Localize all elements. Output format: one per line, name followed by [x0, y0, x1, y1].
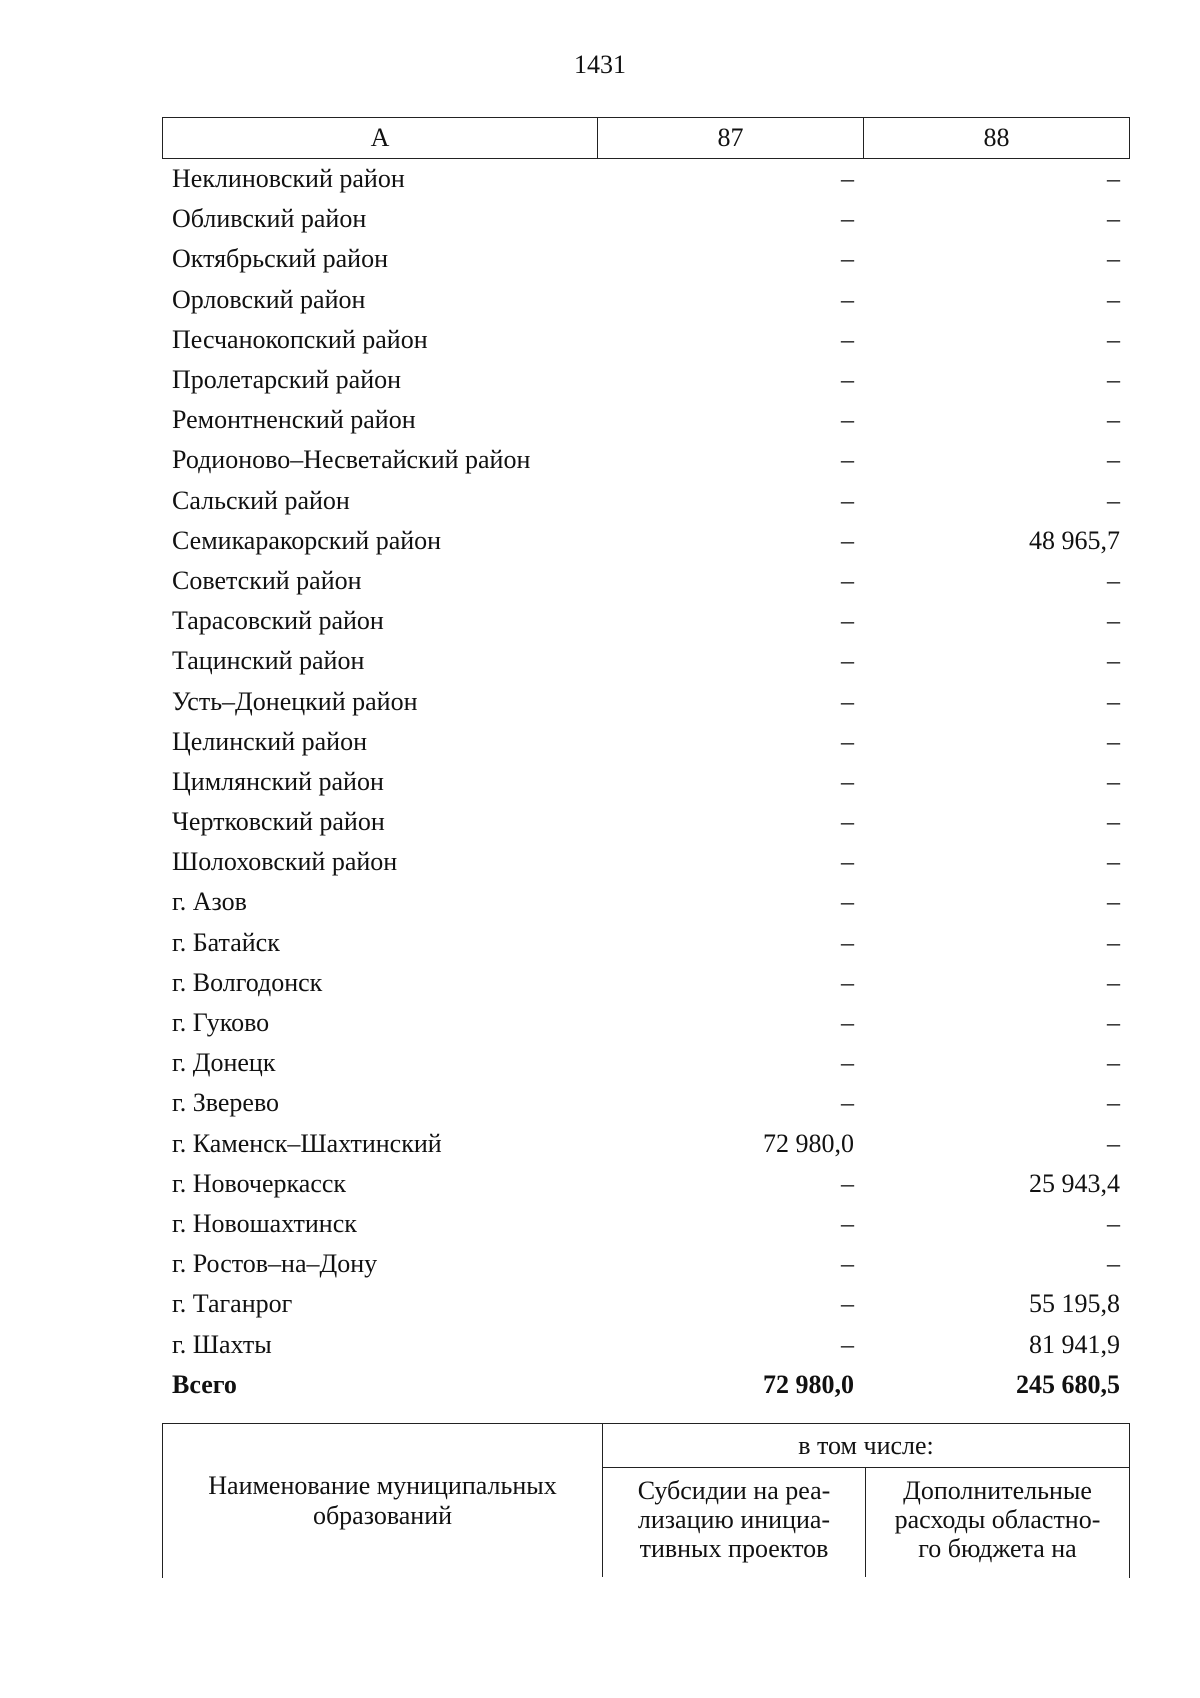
- municipality-name: г. Таганрог: [172, 1289, 293, 1319]
- value-col-88: –: [1107, 606, 1120, 636]
- table-row: [162, 1204, 1130, 1244]
- table-row: [162, 1083, 1130, 1123]
- value-col-88: –: [1107, 967, 1120, 997]
- municipality-name-header-line: Наименование муниципальных: [208, 1470, 557, 1500]
- value-col-88: –: [1107, 485, 1120, 515]
- value-col-88: –: [1107, 1128, 1120, 1158]
- value-col-88: –: [1107, 565, 1120, 595]
- value-col-87: –: [841, 1329, 854, 1359]
- value-col-88: –: [1107, 1008, 1120, 1038]
- value-col-87: –: [841, 405, 854, 435]
- municipality-name: Ремонтненский район: [172, 405, 416, 435]
- value-col-88: –: [1107, 1249, 1120, 1279]
- subsidies-header-line: тивных проектов: [639, 1534, 829, 1563]
- value-col-87: –: [841, 565, 854, 595]
- total-label: Всего: [172, 1369, 237, 1399]
- value-col-87: –: [841, 807, 854, 837]
- value-col-87: –: [841, 1008, 854, 1038]
- value-col-87: –: [841, 164, 854, 194]
- table-row: [162, 1164, 1130, 1204]
- municipality-name: г. Зверево: [172, 1088, 280, 1118]
- value-col-87: –: [841, 686, 854, 716]
- municipality-name: Пролетарский район: [172, 365, 402, 395]
- value-col-87: –: [841, 365, 854, 395]
- table-row: [162, 1324, 1130, 1364]
- value-col-87: –: [841, 1088, 854, 1118]
- table-row: [162, 681, 1130, 721]
- value-col-88: –: [1107, 1208, 1120, 1238]
- value-col-87: –: [841, 967, 854, 997]
- value-col-87: 72 980,0: [763, 1369, 854, 1399]
- value-col-88: –: [1107, 686, 1120, 716]
- table-row: [162, 159, 1130, 199]
- value-col-87: –: [841, 887, 854, 917]
- municipality-name: г. Азов: [172, 887, 247, 917]
- value-col-87: –: [841, 445, 854, 475]
- value-col-88: –: [1107, 726, 1120, 756]
- value-col-88: –: [1107, 807, 1120, 837]
- value-col-88: 81 941,9: [1029, 1329, 1120, 1359]
- value-col-88: 55 195,8: [1029, 1289, 1120, 1319]
- table-row: [162, 802, 1130, 842]
- table-row: [162, 1043, 1130, 1083]
- municipality-name: Тарасовский район: [172, 606, 384, 636]
- municipality-name: Усть–Донецкий район: [172, 686, 418, 716]
- table-row: [162, 400, 1130, 440]
- value-col-88: –: [1107, 887, 1120, 917]
- municipality-name: Песчанокопский район: [172, 324, 428, 354]
- value-col-88: –: [1107, 646, 1120, 676]
- table-row: [162, 280, 1130, 320]
- municipality-name: Тацинский район: [172, 646, 365, 676]
- table-row: [162, 722, 1130, 762]
- table-row: [162, 882, 1130, 922]
- value-col-87: 72 980,0: [763, 1128, 854, 1158]
- value-col-88: 48 965,7: [1029, 525, 1120, 555]
- additional-expenses-header-line: го бюджета на: [918, 1534, 1077, 1563]
- value-col-87: –: [841, 646, 854, 676]
- value-col-87: –: [841, 204, 854, 234]
- value-col-87: –: [841, 766, 854, 796]
- header-col-88: 88: [983, 123, 1010, 152]
- table-row: [162, 1244, 1130, 1284]
- table-header: [162, 117, 1130, 159]
- value-col-88: –: [1107, 244, 1120, 274]
- table-row: [162, 360, 1130, 400]
- table-row: [162, 762, 1130, 802]
- subsidies-header-line: лизацию инициа-: [637, 1505, 831, 1534]
- municipality-name: Семикаракорский район: [172, 525, 442, 555]
- municipality-name: Чертковский район: [172, 807, 385, 837]
- next-table-header: [162, 1423, 1130, 1578]
- value-col-87: –: [841, 1048, 854, 1078]
- table-row: [162, 239, 1130, 279]
- table-row: [162, 199, 1130, 239]
- table-row: [162, 963, 1130, 1003]
- value-col-87: –: [841, 1289, 854, 1319]
- header-col-87: 87: [598, 118, 864, 158]
- value-col-88: –: [1107, 766, 1120, 796]
- value-col-87: –: [841, 485, 854, 515]
- municipality-name: г. Каменск–Шахтинский: [172, 1128, 442, 1158]
- table-row: [162, 923, 1130, 963]
- value-col-88: 25 943,4: [1029, 1168, 1120, 1198]
- value-col-88: –: [1107, 204, 1120, 234]
- table-row: [162, 1284, 1130, 1324]
- table-row: [162, 521, 1130, 561]
- additional-expenses-header-line: расходы областно-: [894, 1505, 1101, 1534]
- total-row: [162, 1365, 1130, 1405]
- header-col-a: А: [163, 118, 598, 158]
- municipality-name: г. Новошахтинск: [172, 1208, 357, 1238]
- value-col-88: –: [1107, 284, 1120, 314]
- page-number: 1431: [574, 50, 626, 79]
- subsidies-header: [603, 1468, 866, 1577]
- table-row: [162, 320, 1130, 360]
- municipality-name: Цимлянский район: [172, 766, 384, 796]
- value-col-87: –: [841, 525, 854, 555]
- municipality-name: Шолоховский район: [172, 847, 398, 877]
- value-col-88: –: [1107, 405, 1120, 435]
- value-col-87: –: [841, 927, 854, 957]
- municipality-name: г. Донецк: [172, 1048, 276, 1078]
- municipality-name: Сальский район: [172, 485, 350, 515]
- municipality-name: г. Новочеркасск: [172, 1168, 347, 1198]
- value-col-88: –: [1107, 847, 1120, 877]
- subsidies-header-line: Субсидии на реа-: [637, 1476, 831, 1505]
- municipality-name: г. Ростов–на–Дону: [172, 1249, 378, 1279]
- value-col-87: –: [841, 1249, 854, 1279]
- table-row: [162, 481, 1130, 521]
- value-col-88: –: [1107, 365, 1120, 395]
- table-body: [162, 159, 1130, 1405]
- value-col-87: –: [841, 1168, 854, 1198]
- municipality-name: Орловский район: [172, 284, 366, 314]
- value-col-87: –: [841, 324, 854, 354]
- municipality-name: Целинский район: [172, 726, 367, 756]
- value-col-88: –: [1107, 324, 1120, 354]
- table-row: [162, 842, 1130, 882]
- municipality-name: Обливский район: [172, 204, 367, 234]
- municipality-name: г. Волгодонск: [172, 967, 323, 997]
- including-header: в том числе:: [603, 1424, 1129, 1468]
- value-col-88: –: [1107, 445, 1120, 475]
- municipality-name: Советский район: [172, 565, 362, 595]
- table-row: [162, 440, 1130, 480]
- table-row: [162, 1124, 1130, 1164]
- table-row: [162, 641, 1130, 681]
- municipality-name-header: [163, 1424, 603, 1577]
- table-row: [162, 1003, 1130, 1043]
- value-col-87: –: [841, 606, 854, 636]
- municipality-name: Октябрьский район: [172, 244, 388, 274]
- municipality-name: г. Гуково: [172, 1008, 270, 1038]
- value-col-88: –: [1107, 927, 1120, 957]
- value-col-87: –: [841, 847, 854, 877]
- value-col-87: –: [841, 726, 854, 756]
- value-col-87: –: [841, 1208, 854, 1238]
- municipality-name-header-line: образований: [312, 1500, 453, 1530]
- table-row: [162, 561, 1130, 601]
- value-col-88: –: [1107, 1048, 1120, 1078]
- municipality-name: Родионово–Несветайский район: [172, 445, 531, 475]
- value-col-88: 245 680,5: [1016, 1369, 1120, 1399]
- additional-expenses-header: [866, 1468, 1129, 1577]
- value-col-88: –: [1107, 1088, 1120, 1118]
- municipality-name: г. Батайск: [172, 927, 280, 957]
- additional-expenses-header-line: Дополнительные: [903, 1476, 1092, 1505]
- municipality-name: г. Шахты: [172, 1329, 272, 1359]
- value-col-87: –: [841, 284, 854, 314]
- value-col-87: –: [841, 244, 854, 274]
- value-col-88: –: [1107, 164, 1120, 194]
- municipality-name: Неклиновский район: [172, 164, 405, 194]
- table-row: [162, 601, 1130, 641]
